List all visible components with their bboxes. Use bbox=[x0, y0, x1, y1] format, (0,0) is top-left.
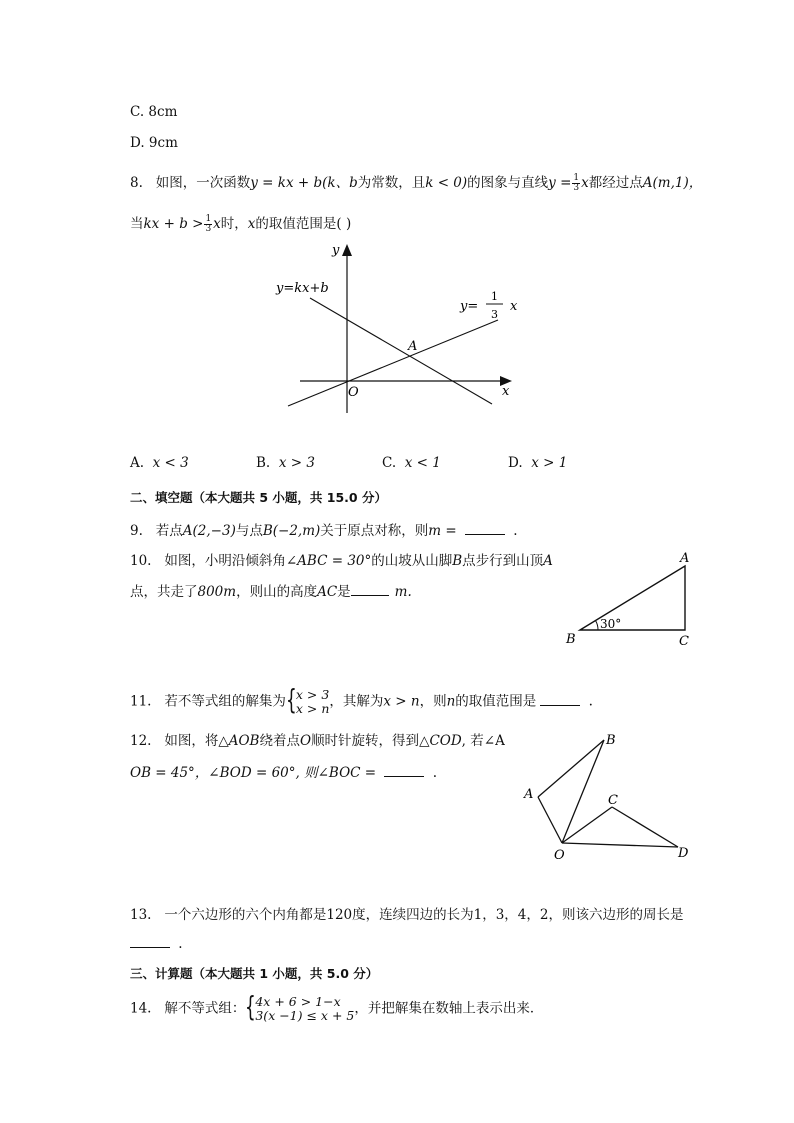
vertex-A: A bbox=[524, 787, 534, 802]
q8-text: 时， bbox=[220, 216, 248, 232]
q12-angle-aob: OB = 45° bbox=[130, 765, 195, 781]
q10-angle: ∠ABC = 30° bbox=[285, 553, 372, 569]
q8-text: 如图，一次函数 bbox=[155, 175, 251, 191]
option-expr: x < 3 bbox=[152, 455, 189, 471]
q13-answer-blank[interactable] bbox=[130, 934, 170, 948]
vertex-D: D bbox=[678, 846, 689, 861]
frac-num: 1 bbox=[205, 214, 212, 224]
q8-x: x bbox=[247, 216, 256, 232]
q12-text: 顺时针旋转，得到 bbox=[311, 733, 420, 749]
label-y-eq: y= bbox=[460, 299, 479, 314]
q12-text: , 若∠A bbox=[461, 733, 505, 749]
q8-x: x bbox=[213, 216, 221, 232]
q12-angle-bod: ，∠BOD = 60° bbox=[194, 765, 296, 781]
y-axis-arrow bbox=[342, 244, 352, 256]
vertex-O: O bbox=[554, 848, 565, 863]
section-calc-title: 三、计算题（本大题共 1 小题，共 5.0 分） bbox=[130, 966, 379, 981]
q9-end: . bbox=[513, 523, 518, 539]
q12-figure bbox=[520, 730, 700, 865]
angle-label: 30° bbox=[600, 617, 622, 631]
q10-figure bbox=[560, 548, 710, 653]
option-letter: B. bbox=[256, 455, 271, 471]
q10-text: 如图，小明沿倾斜角 bbox=[164, 553, 286, 569]
vertex-C: C bbox=[608, 793, 618, 808]
q8-fraction-2 bbox=[204, 215, 212, 234]
q13-text: 一个六边形的六个内角都是120度，连续四边的长为1，3，4，2，则该六边形的周长是 bbox=[164, 907, 684, 923]
q12-number: 12. bbox=[130, 733, 152, 749]
q9-text: 与点 bbox=[235, 523, 263, 539]
option-d-prev: D. 9cm bbox=[130, 135, 178, 151]
q9-text: 若点 bbox=[155, 523, 183, 539]
q10-unit: m. bbox=[394, 584, 412, 600]
y-axis-label: y bbox=[332, 243, 340, 258]
q12-line2 bbox=[130, 761, 437, 781]
frac-den: 3 bbox=[573, 183, 580, 193]
option-letter: D. bbox=[508, 455, 523, 471]
q9-point-a: A(2,−3) bbox=[182, 523, 236, 539]
q9-text: 关于原点对称，则 bbox=[320, 523, 429, 539]
q11-row1: x > 3 bbox=[295, 687, 330, 702]
q9-answer-blank[interactable] bbox=[465, 521, 505, 535]
vertex-B: B bbox=[606, 733, 616, 748]
q11-text: ，则 bbox=[419, 693, 447, 710]
q8-inequality: kx + b > bbox=[143, 216, 204, 232]
q11-answer-blank[interactable] bbox=[540, 692, 580, 706]
label-frac-num: 1 bbox=[491, 290, 498, 303]
q8-point: A(m,1)， bbox=[642, 175, 703, 191]
q12-end: . bbox=[432, 765, 437, 781]
q10-text: 是 bbox=[337, 584, 351, 600]
q10-A: A bbox=[543, 553, 553, 569]
q9-point-b: B(−2,m) bbox=[262, 523, 321, 539]
q10-line2 bbox=[130, 580, 412, 600]
q13-number: 13. bbox=[130, 907, 152, 923]
vertex-C: C bbox=[679, 634, 689, 649]
q10-line1 bbox=[130, 549, 553, 569]
option-c-prev: C. 8cm bbox=[130, 104, 178, 120]
q12-text: 绕着点 bbox=[259, 733, 300, 749]
frac-den: 3 bbox=[205, 224, 212, 234]
q14-row1: 4x + 6 > 1−x bbox=[255, 994, 341, 1009]
segment-AB bbox=[538, 740, 604, 797]
q13-end: . bbox=[178, 936, 183, 952]
q10-number: 10. bbox=[130, 553, 152, 569]
q12-triangle-aob: △AOB bbox=[218, 733, 260, 749]
q10-text: 的山坡从山脚 bbox=[371, 553, 453, 569]
q11-text: 若不等式组的解集为 bbox=[164, 693, 286, 710]
q11-n: n bbox=[446, 693, 456, 710]
q9-number: 9. bbox=[130, 523, 143, 539]
q10-distance: 800m bbox=[197, 584, 237, 600]
option-letter: C. bbox=[382, 455, 397, 471]
q11-number: 11. bbox=[130, 693, 152, 710]
vertex-A: A bbox=[680, 551, 690, 566]
q14-text: ，并把解集在数轴上表示出来． bbox=[354, 1000, 544, 1017]
q10-answer-blank[interactable] bbox=[351, 582, 389, 596]
q12-triangle-cod: △COD bbox=[419, 733, 462, 749]
q11-text: ，其解为 bbox=[329, 693, 384, 710]
q8-number: 8. bbox=[130, 175, 143, 191]
q12-answer-blank[interactable] bbox=[384, 763, 424, 777]
q8-equation: y = kx + b(k、b bbox=[250, 175, 358, 191]
q8-option-c[interactable] bbox=[382, 455, 508, 471]
x-axis-label: x bbox=[502, 384, 510, 399]
q11 bbox=[130, 683, 593, 716]
q8-x: x bbox=[581, 175, 589, 191]
q8-text: 当 bbox=[130, 216, 144, 232]
q14-text: 解不等式组： bbox=[164, 1000, 246, 1017]
option-expr: x > 3 bbox=[278, 455, 315, 471]
q10-text: 点步行到山顶 bbox=[462, 553, 544, 569]
option-letter: A. bbox=[130, 455, 145, 471]
label-x: x bbox=[510, 299, 518, 314]
point-A-label: A bbox=[408, 339, 418, 354]
q9-m: m = bbox=[428, 523, 457, 539]
q11-system bbox=[285, 683, 330, 716]
q8-option-a[interactable] bbox=[130, 455, 256, 471]
q8-line1 bbox=[130, 171, 702, 193]
q12-angle-boc: , 则∠BOC = bbox=[295, 765, 377, 781]
q8-figure bbox=[270, 238, 530, 418]
q14-row2: 3(x −1) ≤ x + 5 bbox=[255, 1008, 355, 1023]
label-frac-den: 3 bbox=[491, 308, 498, 321]
q10-B: B bbox=[452, 553, 463, 569]
label-y-kx-b: y=kx+b bbox=[276, 281, 329, 296]
frac-num: 1 bbox=[573, 173, 580, 183]
q11-solution: x > n bbox=[383, 693, 420, 710]
q10-text: ，则山的高度 bbox=[236, 584, 318, 600]
q10-AC: AC bbox=[317, 584, 338, 600]
segment-OD bbox=[562, 843, 678, 847]
q8-line2 bbox=[130, 212, 351, 234]
q11-end: . bbox=[588, 693, 593, 710]
origin-label: O bbox=[348, 385, 359, 400]
q13-line2 bbox=[130, 934, 183, 952]
q8-options bbox=[130, 455, 567, 471]
q12-text: 如图，将 bbox=[164, 733, 219, 749]
q14-number: 14. bbox=[130, 1000, 152, 1017]
line-third-x bbox=[288, 320, 498, 406]
q8-text: 的取值范围是( ) bbox=[255, 216, 352, 232]
option-expr: x > 1 bbox=[531, 455, 568, 471]
segment-OA bbox=[538, 797, 562, 843]
option-expr: x < 1 bbox=[404, 455, 441, 471]
q14 bbox=[130, 990, 544, 1023]
q8-condition: k < 0) bbox=[425, 175, 468, 191]
section-fill-in-title: 二、填空题（本大题共 5 小题，共 15.0 分） bbox=[130, 490, 387, 505]
q11-row2: x > n bbox=[295, 701, 330, 716]
brace-icon: { bbox=[245, 990, 257, 1023]
q8-text: 为常数，且 bbox=[357, 175, 426, 191]
q12-line1 bbox=[130, 729, 505, 749]
q8-option-d[interactable] bbox=[508, 455, 567, 471]
q8-text: 都经过点 bbox=[588, 175, 643, 191]
q8-text: 的图象与直线 bbox=[467, 175, 549, 191]
brace-icon: { bbox=[285, 683, 297, 716]
vertex-B: B bbox=[566, 632, 576, 647]
q13-line1 bbox=[130, 903, 683, 923]
q8-option-b[interactable] bbox=[256, 455, 382, 471]
q10-text: 点，共走了 bbox=[130, 584, 198, 600]
angle-arc-30 bbox=[596, 621, 599, 631]
q11-text: 的取值范围是 bbox=[455, 693, 537, 710]
q9 bbox=[130, 519, 518, 539]
q14-system bbox=[245, 990, 355, 1023]
segment-CD bbox=[612, 807, 678, 847]
q8-line-equation: y = bbox=[548, 175, 572, 191]
q8-fraction bbox=[572, 174, 580, 193]
q12-O: O bbox=[299, 733, 312, 749]
